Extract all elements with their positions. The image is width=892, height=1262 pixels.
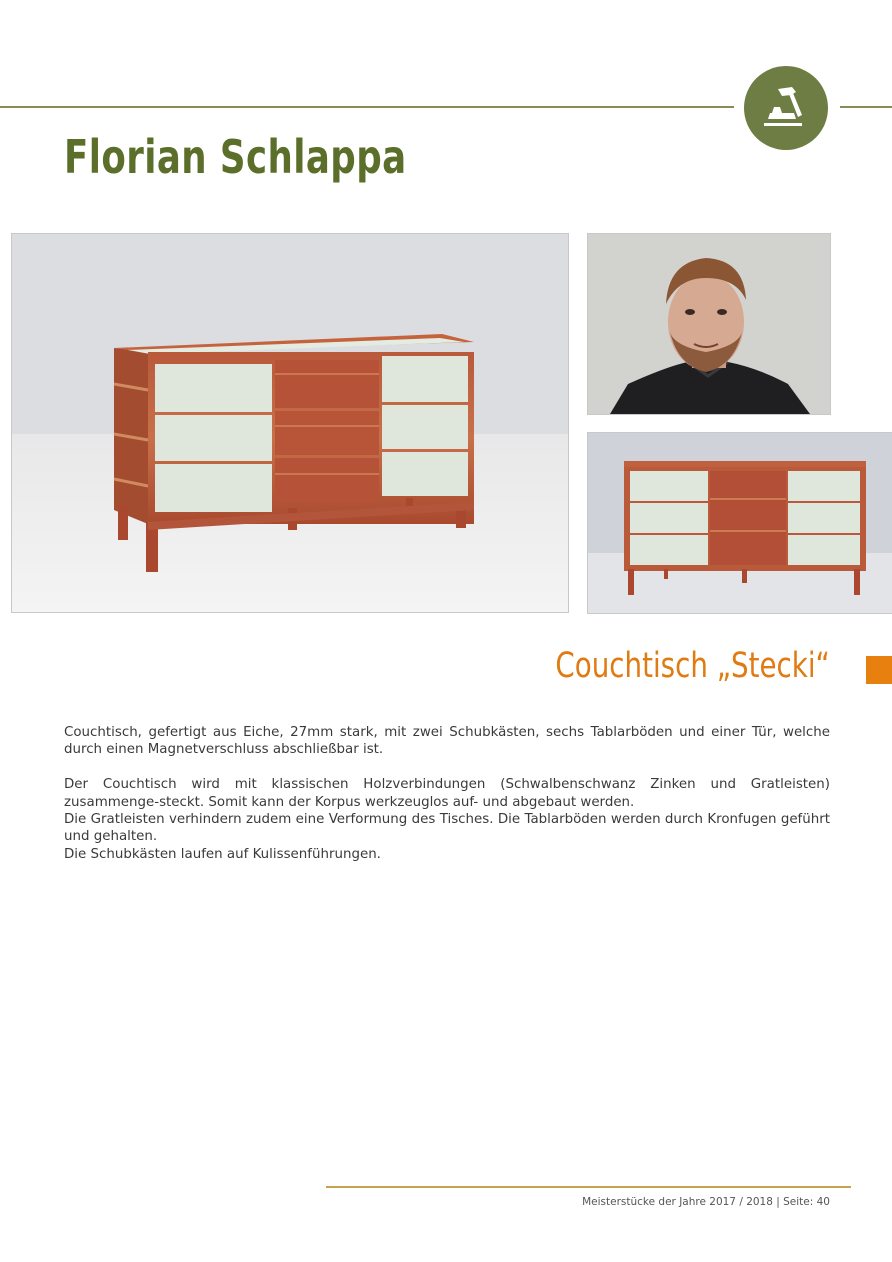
sideboard-front-photo [587, 432, 892, 614]
footer-rule [326, 1186, 851, 1188]
body-text [64, 724, 830, 863]
page-title: Florian Schlappa [64, 130, 407, 184]
paragraph: Couchtisch, gefertigt aus Eiche, 27mm stark, mit zwei Schubkästen, sechs Tablarböden und einer Tür, welche durch einen Magnetverschluss abschließbar ist. [64, 725, 830, 758]
header-rule-left [0, 106, 734, 108]
footer-text: Meisterstücke der Jahre 2017 / 2018 | Seite: 40 [582, 1196, 830, 1208]
portrait-photo [587, 233, 831, 415]
header-rule-right [840, 106, 892, 108]
paragraph: Die Gratleisten verhindern zudem eine Verformung des Tisches. Die Tablarböden werden durch Kronfugen geführt und gehalten. [64, 812, 830, 845]
paragraph: Der Couchtisch wird mit klassischen Holzverbindungen (Schwalbenschwanz Zinken und Gratleisten) zusammenge-steckt. Somit kann der Korpus werkzeuglos auf- und abgebaut werden. [64, 777, 830, 810]
paragraph: Die Schubkästen laufen auf Kulissenführungen. [64, 846, 381, 862]
section-marker [866, 656, 892, 684]
section-title: Couchtisch „Stecki“ [555, 646, 830, 686]
sideboard-photo [11, 233, 569, 613]
hammer-plane-icon [744, 66, 828, 150]
